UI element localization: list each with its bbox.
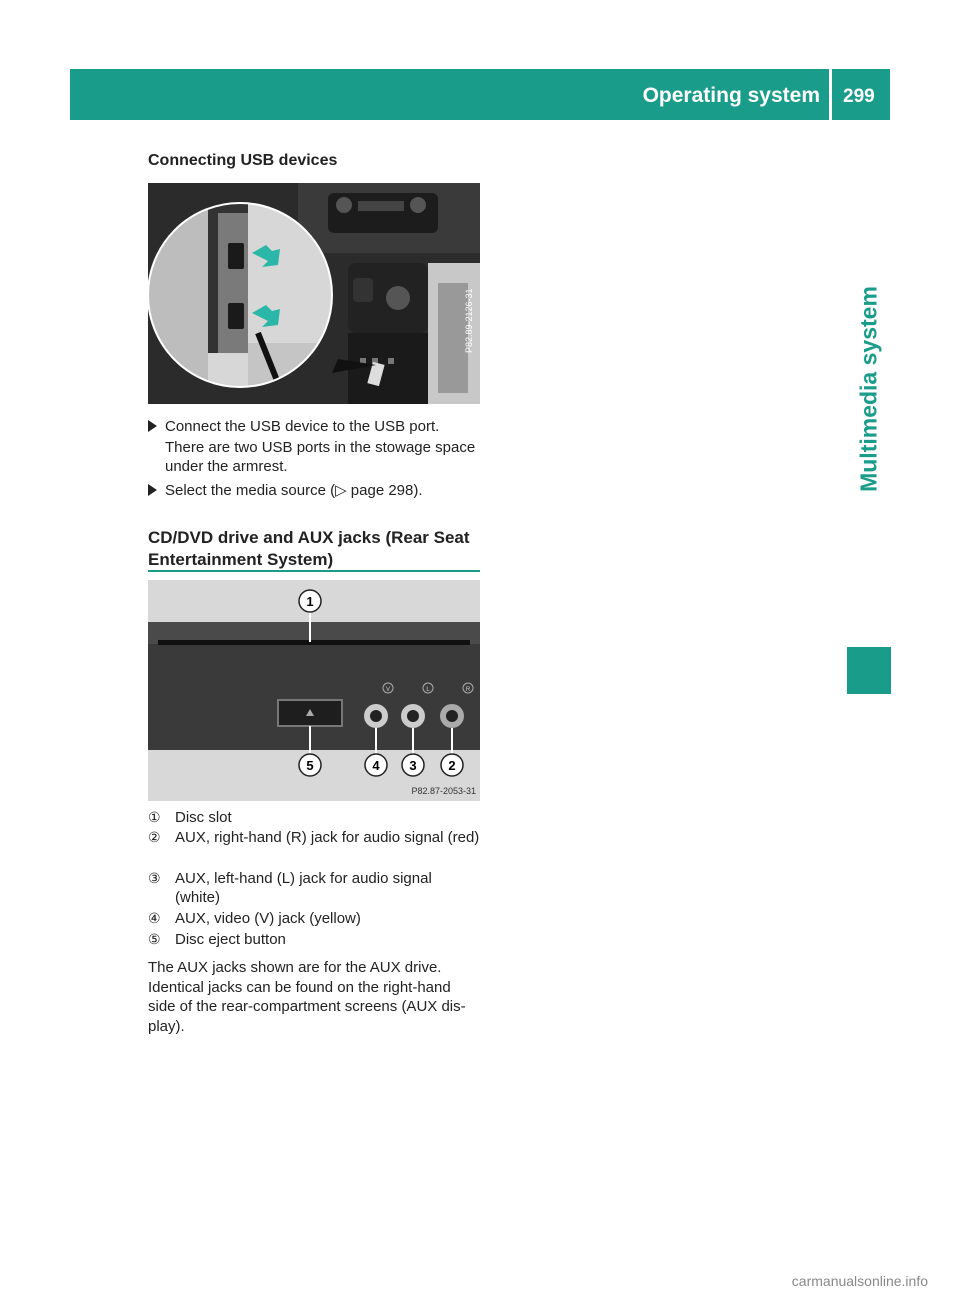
header-divider (829, 69, 832, 120)
callout-5: 5 (306, 758, 314, 773)
aux-paragraph: The AUX jacks shown are for the AUX drive. Identical jacks can be found on the right-hand side of the rear-compartment screens (AUX dis-play). (148, 959, 466, 1035)
legend-number: ② (148, 829, 161, 845)
legend-text: Disc eject button (175, 931, 286, 948)
step-text: Select the media source (▷ page 298). (165, 482, 423, 499)
step-arrow-icon (148, 484, 157, 496)
watermark: carmanualsonline.info (791, 1273, 928, 1289)
chapter-tab-label: Multimedia system (855, 286, 882, 492)
step-note (148, 438, 480, 476)
legend-text: AUX, video (V) jack (yellow) (175, 910, 361, 927)
jack-label-v: V (385, 687, 391, 693)
jack-label-r: R (465, 687, 471, 693)
legend-text: AUX, left-hand (L) jack for audio signal (white) (175, 870, 432, 906)
jack-label-l: L (426, 687, 430, 693)
legend-number: ① (148, 809, 161, 825)
page-number: 299 (843, 86, 875, 107)
legend-item (148, 808, 480, 827)
chapter-marker (847, 647, 891, 694)
section-title: Operating system (642, 84, 820, 107)
chapter-tab (847, 141, 891, 637)
legend-text: Disc slot (175, 809, 232, 826)
legend-number: ③ (148, 870, 161, 886)
step-arrow-icon (148, 420, 157, 432)
step-note-text: There are two USB ports in the stowage space under the armrest. (165, 439, 476, 475)
callout-1: 1 (306, 594, 314, 609)
legend-item (148, 909, 480, 928)
cd-heading: CD/DVD drive and AUX jacks (Rear Seat Entertainment System) (148, 528, 470, 569)
callout-2: 2 (448, 758, 456, 773)
step-text: Connect the USB device to the USB port. (165, 418, 440, 435)
legend-text: AUX, right-hand (R) jack for audio signal (red) (175, 829, 480, 846)
usb-ports-photo (148, 183, 480, 404)
step-select-source (148, 481, 480, 500)
heading-rule (148, 570, 480, 572)
cd-figure-code: P82.87-2053-31 (411, 786, 476, 796)
legend-item (148, 930, 480, 949)
step-connect (148, 417, 480, 436)
callout-3: 3 (409, 758, 417, 773)
legend-number: ④ (148, 910, 161, 926)
legend-number: ⑤ (148, 931, 161, 947)
callout-4: 4 (372, 758, 380, 773)
legend-item (148, 828, 480, 847)
usb-heading: Connecting USB devices (148, 152, 338, 169)
usb-figure-code: P82.89-2126-31 (464, 288, 474, 353)
legend-item (148, 869, 480, 907)
cd-drive-photo (148, 580, 480, 801)
